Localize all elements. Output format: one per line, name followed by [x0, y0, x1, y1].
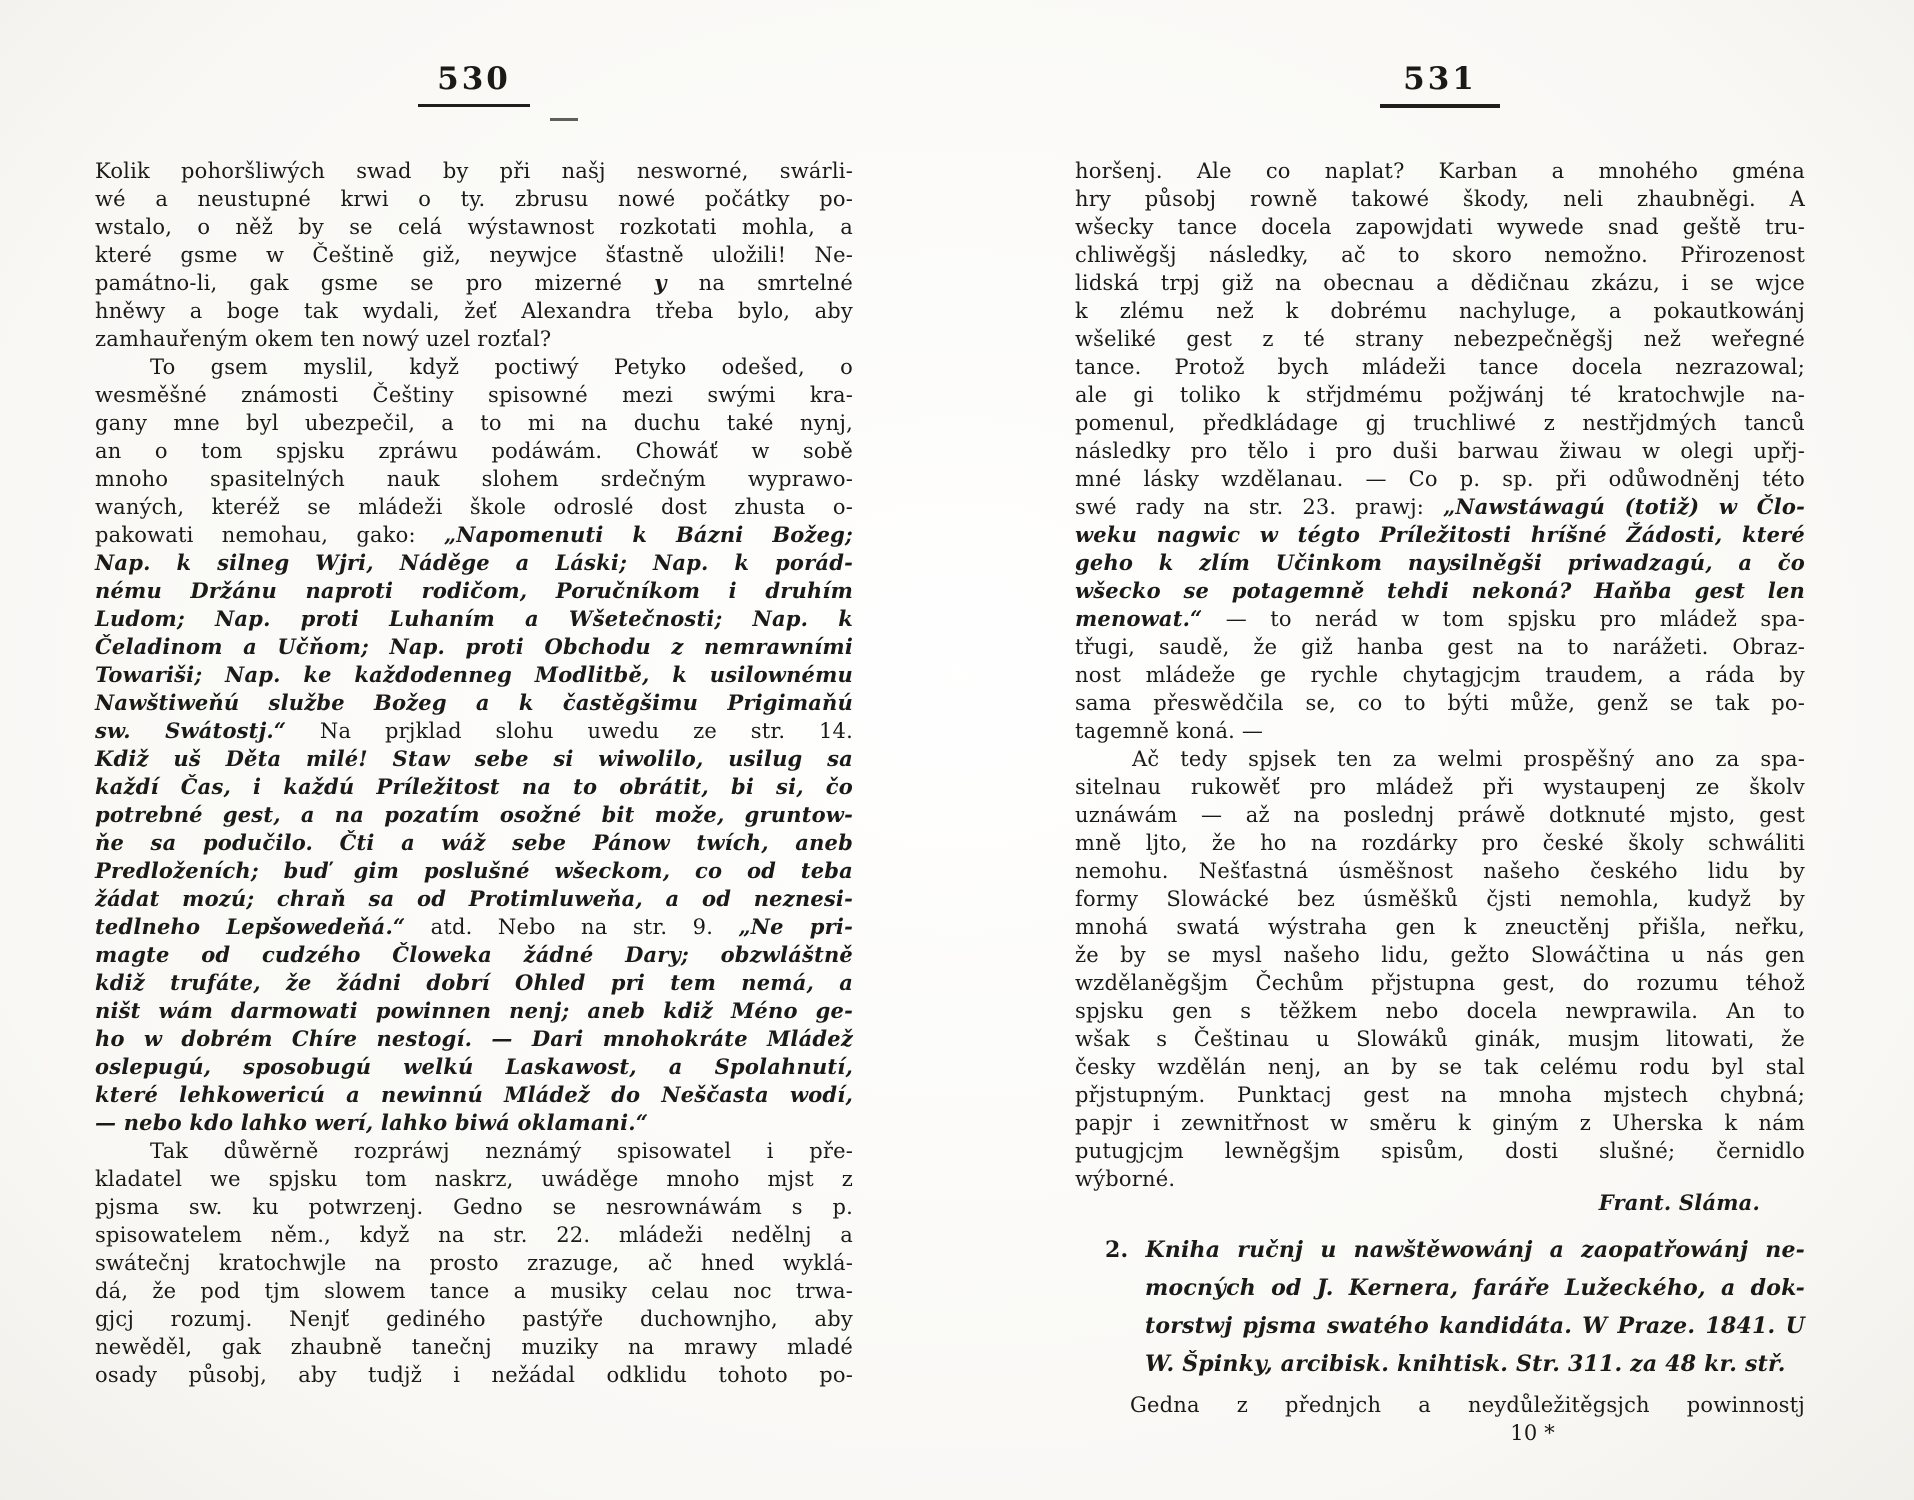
text-line: potrebné gest, a na pozatím osožné bit može, gruntow-: [95, 802, 853, 827]
page-531-text: [1075, 157, 1805, 1447]
text-line: wstalo, o něž by se celá wýstawnost rozkotati mohla, a: [95, 215, 853, 239]
text-line: Kdiž uš Děta milé! Staw sebe si wiwolilo, usilug sa: [95, 746, 853, 771]
text-line: že by se mysl našeho lidu, gežto Slowáčtina u nás gen: [1075, 943, 1805, 967]
text-line: následky pro tělo i pro duši barwau žiwau w olegi upřj-: [1075, 439, 1805, 463]
text-line: česky wzdělán nenj, an by se tak celému rodu byl stal: [1075, 1055, 1805, 1079]
text-line: putugjcjm lewněgšjm spisům, dosti slušné; černidlo: [1075, 1139, 1805, 1163]
text-line: mnohá swatá wýstraha gen k zneuctěnj přišla, neřku,: [1075, 915, 1805, 939]
ornament-dash: [550, 118, 578, 121]
text-line: tedlneho Lepšowedeňá.“ atd. Nebo na str. 9. „Ne pri-: [95, 914, 853, 939]
text-line: památno-li, gak gsme se pro mizerné y na smrtelné: [95, 270, 853, 295]
text-line: geho k zlím Učinkom naysilněgši priwadzagú, a čo: [1075, 550, 1805, 575]
text-line: wé a neustupné krwi o ty. zbrusu nowé počátky po-: [95, 187, 853, 211]
page-header-531: [1075, 62, 1805, 108]
text-line: žádat mozú; chraň sa od Protimluweňa, a od neznesi-: [95, 886, 853, 911]
page-header-530: [95, 62, 853, 107]
text-line: an o tom spjsku zpráwu podáwám. Chowáť w sobě: [95, 439, 853, 463]
text-line: weku nagwic w tégto Príležitosti hríšné Žádosti, které: [1075, 522, 1805, 547]
text-line: hry působj rowně takowé škody, neli zhaubněgi. A: [1075, 187, 1805, 211]
text-line: Gedna z přednjch a neydůležitěgsjch powinnostj: [1130, 1393, 1805, 1417]
page-number: 531: [1403, 61, 1477, 97]
text-line: wesměšné známosti Češtiny spisowné mezi swými kra-: [95, 383, 853, 407]
text-line: Predloženích; buď gim poslušné wšeckom, co od teba: [95, 858, 853, 883]
text-line: nému Držánu naproti rodičom, Poručníkom i druhím: [95, 578, 853, 603]
text-line: nemohu. Nešťastná úsměšnost našeho českého lidu by: [1075, 859, 1805, 883]
text-line: ho w dobrém Chíre nestogí. — Dari mnohokráte Mládež: [95, 1026, 853, 1051]
page-number: 530: [437, 61, 511, 97]
text-line: přjstupným. Punktacj gest na mnoha mjstech chybná;: [1075, 1083, 1805, 1107]
text-line: — nebo kdo lahko werí, lahko biwá oklamani.“: [95, 1110, 649, 1135]
text-line: Ludom; Nap. proti Luhaním a Wšetečnosti; Nap. k: [95, 606, 853, 631]
text-line: tance. Protož bych mládeži tance docela nezrazowal;: [1075, 355, 1805, 379]
header-rule: [1380, 104, 1500, 108]
entry-line: torstwj pjsma swatého kandidáta. W Praze. 1841. U: [1145, 1313, 1805, 1339]
text-line: gjcj rozumj. Nenjť gediného pastýře duchownjho, aby: [95, 1307, 853, 1331]
text-line: ale gi toliko k střjdmému požjwánj té kratochwjle na-: [1075, 383, 1805, 407]
text-line: každí Čas, i každú Príležitost na to obrátit, bi si, čo: [95, 774, 853, 799]
text-line: newěděl, gak zhaubně tanečnj muziky na mrawy mladé: [95, 1335, 853, 1359]
text-line: waných, kteréž se mládeži škole odroslé dost zhusta o-: [95, 495, 853, 519]
text-line: menowat.“ — to nerád w tom spjsku pro mládež spa-: [1075, 606, 1805, 631]
text-line: Nap. k silneg Wjri, Náděge a Láski; Nap. k porád-: [95, 550, 853, 575]
text-line: wýborné.: [1075, 1167, 1176, 1191]
sheet-mark: 10 *: [1510, 1421, 1555, 1445]
text-line: které gsme w Češtině giž, neywjce šťastně uložili! Ne-: [95, 243, 853, 267]
entry-line: W. Špinky, arcibisk. knihtisk. Str. 311. za 48 kr. stř.: [1145, 1351, 1786, 1377]
text-line: které lehkowericú a newinnú Mládež do Neščasta wodí,: [95, 1082, 853, 1107]
text-line: Towariši; Nap. ke každodenneg Modlitbě, k usilownému: [95, 662, 853, 687]
text-line: tagemně koná. —: [1075, 719, 1264, 743]
text-line: wšak s Češtinau u Slowáků ginák, musjm litowati, že: [1075, 1027, 1805, 1051]
text-line: pomenul, předkládage gj truchliwé z nestřjdmých tanců: [1075, 411, 1805, 435]
text-line: lidská trpj giž na obecnau a dědičnau zkázu, i se wjce: [1075, 271, 1805, 295]
text-line: kdiž trufáte, že žádni dobrí Ohled pri tem nemá, a: [95, 970, 853, 995]
text-line: dá, že pod tjm slowem tance a musiky celau noc trwa-: [95, 1279, 853, 1303]
text-line: zamhauřeným okem ten nowý uzel rozťal?: [95, 327, 552, 351]
text-line: Kolik pohoršliwých swad by při našj nesworné, swárli-: [95, 159, 853, 183]
text-line: osady působj, aby tudjž i nežádal odklidu tohoto po-: [95, 1363, 853, 1387]
text-line: Ač tedy spjsek ten za welmi prospěšný ano za spa-: [1132, 747, 1805, 771]
text-line: sw. Swátostj.“ Na prjklad slohu uwedu ze str. 14.: [95, 718, 853, 743]
text-line: pjsma sw. ku potwrzenj. Gedno se nesrownáwám s p.: [95, 1195, 853, 1219]
text-line: hněwy a boge tak wydali, žeť Alexandra třeba bylo, aby: [95, 299, 853, 323]
text-line: papjr i zewnitřnost w směru k giným z Uherska k nám: [1075, 1111, 1805, 1135]
text-line: k zlému než k dobrému nachyluge, a pokautkowánj: [1075, 299, 1805, 323]
text-line: Nawštiweňú službe Božeg a k častěgšimu Prigimaňú: [95, 690, 853, 715]
text-line: oslepugú, sposobugú welkú Laskawost, a Spolahnutí,: [95, 1054, 853, 1079]
text-line: Čeladinom a Učňom; Nap. proti Obchodu z nemrawními: [95, 634, 853, 659]
text-line: spisowatelem něm., když na str. 22. mládeži nedělnj a: [95, 1223, 853, 1247]
text-line: uznáwám — až na poslednj práwě dotknuté mjsto, gest: [1075, 803, 1805, 827]
text-line: wšecky tance docela zapowjdati wywede snad geště tru-: [1075, 215, 1805, 239]
text-line: chliwěgšj následky, ač to skoro nemožno. Přirozenost: [1075, 243, 1805, 267]
text-line: nost mládeže ge rychle chytagjcjm traudem, a ráda by: [1075, 663, 1805, 687]
text-line: swátečnj kratochwjle na prosto zrazuge, ač hned wyklá-: [95, 1251, 853, 1275]
text-line: To gsem myslil, když poctiwý Petyko odešed, o: [150, 355, 853, 379]
signature: Frant. Sláma.: [1598, 1190, 1760, 1215]
text-line: sitelnau rukowěť pro mládež při wystaupenj ze školv: [1075, 775, 1805, 799]
text-line: swé rady na str. 23. prawj: „Nawstáwagú (totiž) w Člo-: [1075, 494, 1805, 519]
text-line: wšecko se potagemně tehdi nekoná? Haňba gest len: [1075, 578, 1805, 603]
text-line: magte od cudzého Čloweka žádné Dary; obzwláštně: [95, 942, 853, 967]
text-line: ništ wám darmowati powinnen nenj; aneb kdiž Méno ge-: [95, 998, 853, 1023]
text-line: spjsku gen s těžkem nebo docela newprawila. An to: [1075, 999, 1805, 1023]
text-line: třugi, saudě, že giž hanba gest na to narážeti. Obraz-: [1075, 635, 1805, 659]
text-line: wšeliké gest z té strany nebezpečněgšj než weřegné: [1075, 327, 1805, 351]
text-line: horšenj. Ale co naplat? Karban a mnohého gména: [1075, 159, 1805, 183]
text-line: mné lásky wzdělanau. — Co p. sp. při odůwodněnj této: [1075, 467, 1805, 491]
header-rule: [418, 104, 530, 107]
text-line: Tak důwěrně rozpráwj neznámý spisowatel i pře-: [150, 1139, 853, 1163]
text-line: pakowati nemohau, gako: „Napomenuti k Bázni Božeg;: [95, 522, 853, 547]
text-line: sama přeswědčila se, co to býti může, genž se tak po-: [1075, 691, 1805, 715]
page-530-text: [95, 157, 853, 1389]
text-line: gany mne byl ubezpečil, a to mi na duchu také nynj,: [95, 411, 853, 435]
text-line: wzdělaněgšjm Čechům přjstupna gest, do rozumu téhož: [1075, 971, 1805, 995]
entry-line: 2. Kniha ručnj u nawštěwowánj a zaopatřowánj ne-: [1105, 1237, 1805, 1263]
text-line: mně ljto, že ho na rozdárky pro české školy schwáliti: [1075, 831, 1805, 855]
text-line: mnoho spasitelných nauk slohem srdečným wyprawo-: [95, 467, 853, 491]
text-line: formy Slowácké bez úsměšků čjsti nemohla, kudyž by: [1075, 887, 1805, 911]
text-line: kladatel we spjsku tom naskrz, uwáděge mnoho mjst z: [95, 1167, 853, 1191]
text-line: ňe sa podučilo. Čti a wáž sebe Pánow twích, aneb: [95, 830, 853, 855]
entry-line: mocných od J. Kernera, faráře Lužeckého, a dok-: [1145, 1275, 1805, 1301]
